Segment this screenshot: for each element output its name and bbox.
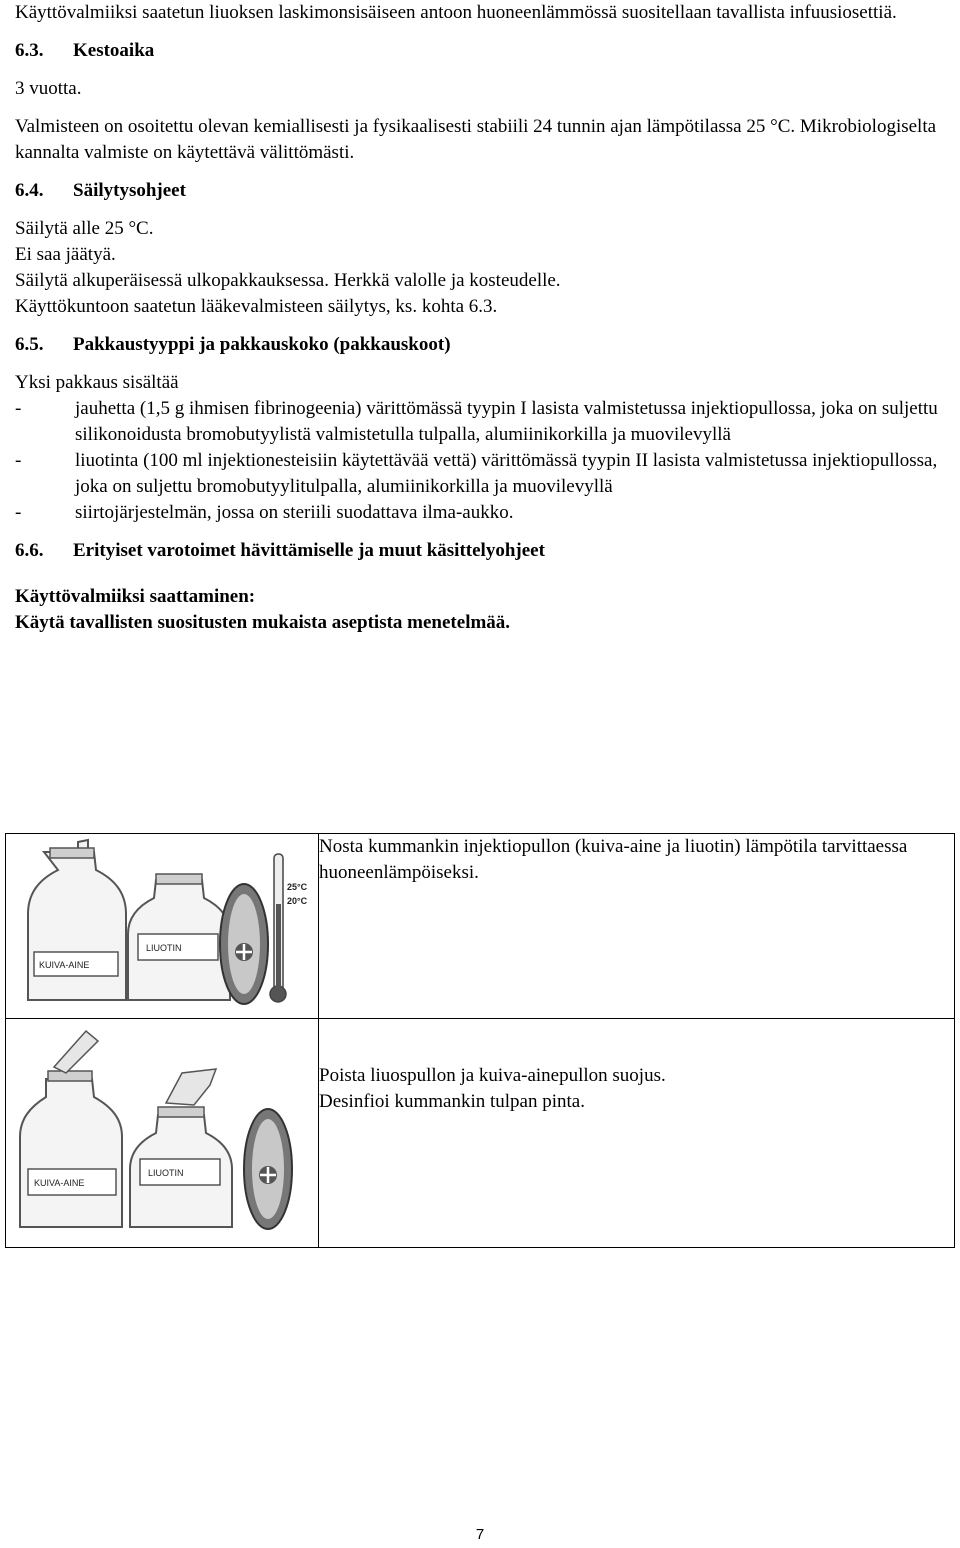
transfer-device <box>220 884 268 1004</box>
transfer-device <box>244 1109 292 1229</box>
section-6-4-heading <box>15 178 950 204</box>
storage-line: Säilytä alle 25 °C. <box>15 218 154 239</box>
solvent-vial-label: LIUOTIN <box>148 1168 184 1178</box>
section-title: Erityiset varotoimet hävittämiselle ja muut käsittelyohjeet <box>73 540 545 561</box>
section-number: 6.6. <box>15 540 44 561</box>
solvent-vial <box>128 874 230 1000</box>
vials-thermometer-illustration <box>6 834 318 1010</box>
section-6-5-heading <box>15 332 950 358</box>
thermometer-icon <box>270 854 308 1002</box>
package-item: - siirtojärjestelmän, jossa on steriili suodattava ilma-aukko. <box>15 500 950 526</box>
section-title: Säilytysohjeet <box>73 180 186 201</box>
step-1-text-cell <box>319 834 955 1019</box>
section-number: 6.4. <box>15 180 44 201</box>
powder-vial-label: KUIVA-AINE <box>34 1178 85 1188</box>
package-lead: Yksi pakkaus sisältää <box>15 372 179 393</box>
package-item-text: liuotinta (100 ml injektionesteisiin käytettävää vettä) värittömässä tyypin II lasista valmistetussa injektiopullossa, joka on suljettu bromobutyylitulpalla, alumiinikorkilla ja muovilevyllä <box>75 450 938 497</box>
step-1-illustration <box>6 834 319 1019</box>
section-6-3-heading <box>15 38 950 64</box>
powder-vial <box>28 840 126 1000</box>
temperature-high-label: 25°C <box>287 882 308 892</box>
storage-line: Käyttökuntoon saatetun lääkevalmisteen säilytys, ks. kohta 6.3. <box>15 296 498 317</box>
powder-vial <box>20 1031 122 1227</box>
reconstitution-heading: Käyttövalmiiksi saattaminen: <box>15 586 256 607</box>
section-title: Pakkaustyyppi ja pakkauskoko (pakkauskoot) <box>73 334 451 355</box>
package-item: - liuotinta (100 ml injektionesteisiin käytettävää vettä) värittömässä tyypin II lasista valmistetussa injektiopullossa, joka on suljettu bromobutyylitulpalla, alumiinikorkilla ja muovilevyllä <box>15 448 950 500</box>
intro-paragraph: Käyttövalmiiksi saatetun liuoksen laskimonsisäiseen antoon huoneenlämmössä suositellaan tavallista infuusiosettiä. <box>15 2 897 23</box>
step-2-text-cell <box>319 1019 955 1248</box>
section-title: Kestoaika <box>73 40 155 61</box>
page-number: 7 <box>475 1526 485 1543</box>
step-2-text-line1: Poista liuospullon ja kuiva-ainepullon suojus. <box>319 1065 666 1086</box>
storage-line: Säilytä alkuperäisessä ulkopakkauksessa. Herkkä valolle ja kosteudelle. <box>15 270 561 291</box>
vials-caps-removed-illustration <box>6 1019 318 1239</box>
solvent-vial-label: LIUOTIN <box>146 943 182 953</box>
storage-line: Ei saa jäätyä. <box>15 244 116 265</box>
package-item-text: jauhetta (1,5 g ihmisen fibrinogeenia) värittömässä tyypin I lasista valmistetussa injektiopullossa, joka on suljettu silikonoidusta bromobutyylistä valmistetulla tulpalla, alumiinikorkilla ja muovilevyllä <box>75 398 938 445</box>
package-item-text: siirtojärjestelmän, jossa on steriili suodattava ilma-aukko. <box>75 502 514 523</box>
temperature-low-label: 20°C <box>287 896 308 906</box>
solvent-vial <box>130 1069 232 1227</box>
instruction-step-1 <box>6 834 955 1019</box>
section-number: 6.3. <box>15 40 44 61</box>
section-number: 6.5. <box>15 334 44 355</box>
step-2-illustration <box>6 1019 319 1248</box>
powder-vial-label: KUIVA-AINE <box>39 960 90 970</box>
step-2-text-line2: Desinfioi kummankin tulpan pinta. <box>319 1091 585 1112</box>
instruction-step-2 <box>6 1019 955 1248</box>
section-6-6-heading <box>15 538 950 564</box>
aseptic-instruction: Käytä tavallisten suositusten mukaista aseptista menetelmää. <box>15 612 511 633</box>
document-page <box>15 0 950 636</box>
instruction-table <box>5 833 955 1248</box>
package-item: - jauhetta (1,5 g ihmisen fibrinogeenia) värittömässä tyypin I lasista valmistetussa injektiopullossa, joka on suljettu silikonoidusta bromobutyylistä valmistetulla tulpalla, alumiinikorkilla ja muovilevyllä <box>15 396 950 448</box>
step-1-text: Nosta kummankin injektiopullon (kuiva-aine ja liuotin) lämpötila tarvittaessa huoneenlämpöiseksi. <box>319 836 908 883</box>
shelf-life: 3 vuotta. <box>15 78 82 99</box>
stability-paragraph: Valmisteen on osoitettu olevan kemiallisesti ja fysikaalisesti stabiili 24 tunnin ajan lämpötilassa 25 °C. Mikrobiologiselta kannalta valmiste on käytettävä välittömästi. <box>15 116 937 163</box>
